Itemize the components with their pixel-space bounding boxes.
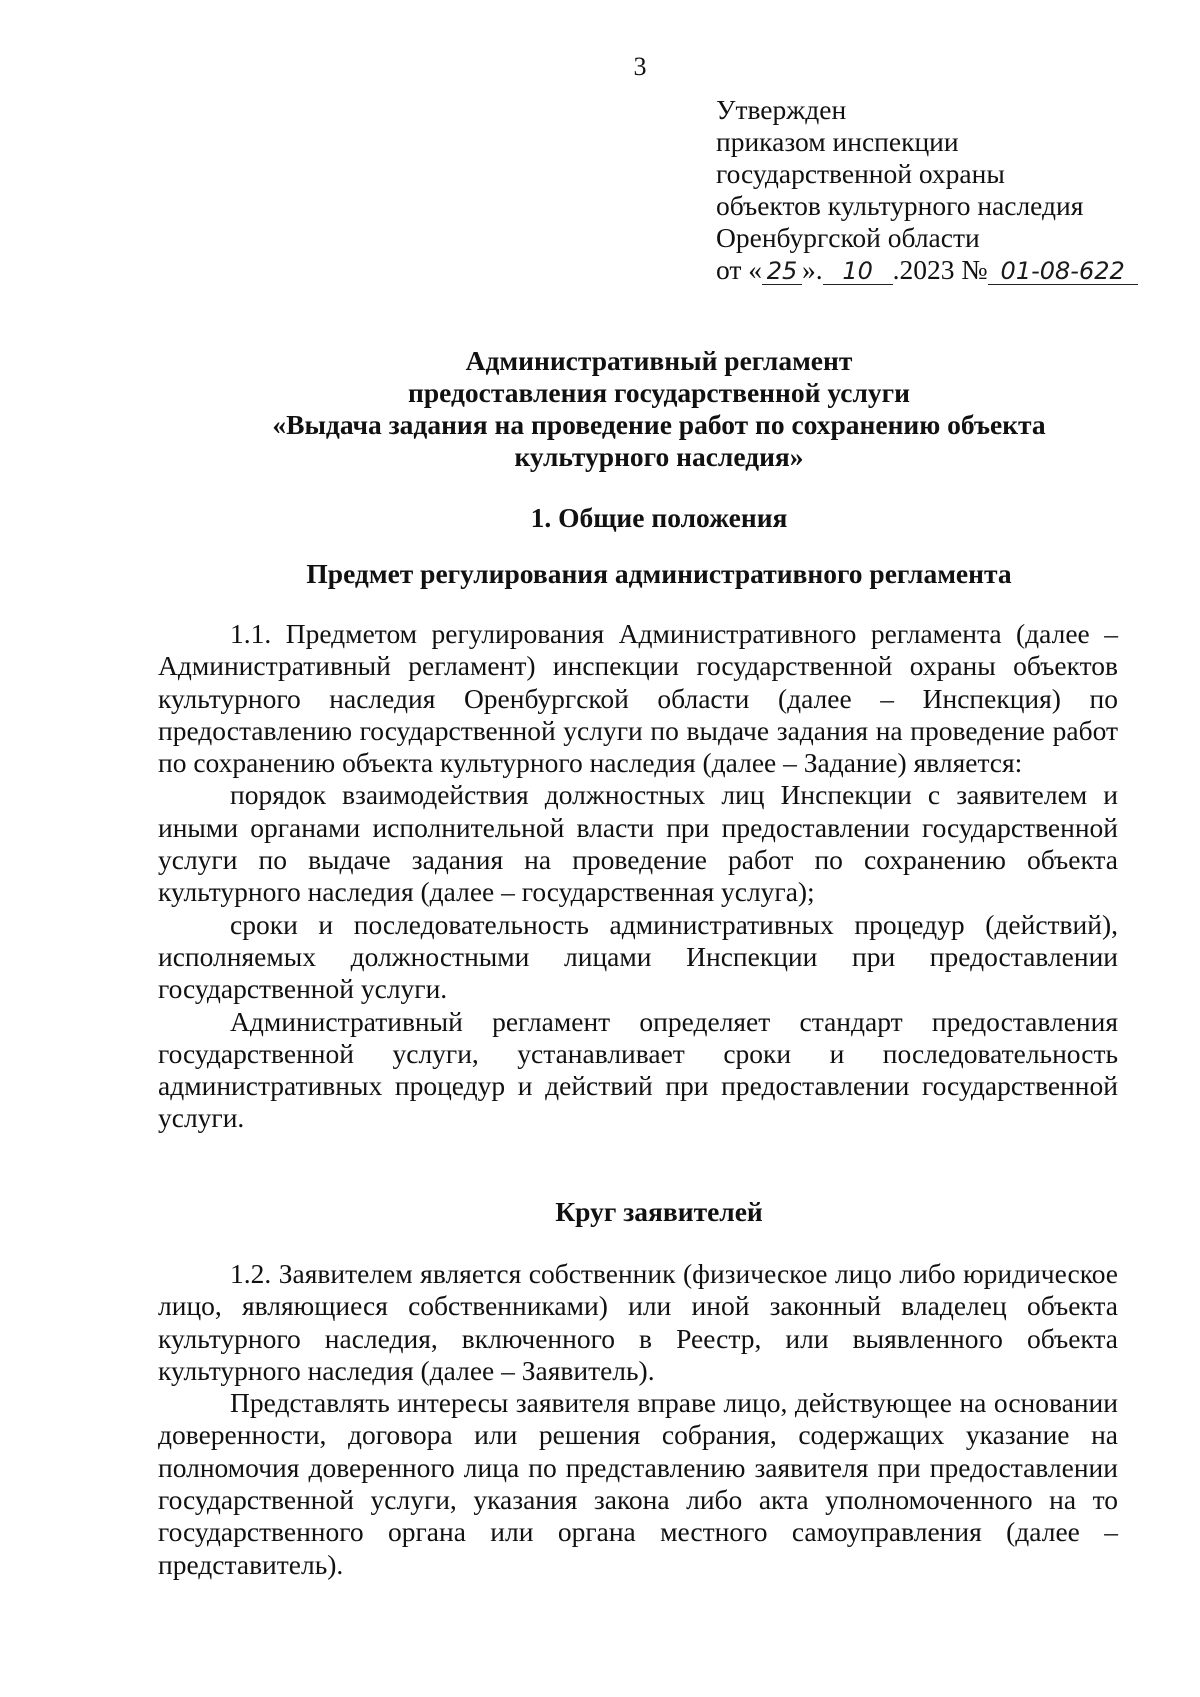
date-mid: ».: [802, 254, 823, 285]
date-year: .2023 №: [892, 254, 988, 285]
section-heading: 1. Общие положения: [530, 502, 788, 533]
approval-date-line: [716, 254, 1138, 286]
paragraph: сроки и последовательность административных процедур (действий), исполняемых должностными лицами Инспекции при предоставлении государственной услуги.: [158, 908, 1118, 1005]
handwritten-day: 25: [762, 258, 802, 285]
applicants-paragraphs: [158, 1258, 1118, 1581]
date-prefix: от «: [716, 254, 763, 285]
title-line: предоставления государственной услуги: [408, 377, 910, 408]
paragraph: 1.1. Предметом регулирования Административного регламента (далее – Административный регламент) инспекции государственной охраны объектов культурного наследия Оренбургской области (далее – Инспекция) по предоставлению государственной услуги по выдаче задания на проведение работ по сохранению объекта культурного наследия (далее – Задание) является:: [158, 618, 1118, 779]
subsection-heading: Предмет регулирования административного регламента: [306, 558, 1012, 589]
subject-paragraphs: [158, 618, 1118, 1135]
approval-line: приказом инспекции: [716, 126, 959, 157]
approval-line: объектов культурного наследия: [716, 190, 1084, 221]
paragraph: 1.2. Заявителем является собственник (физическое лицо либо юридическое лицо, являющиеся собственниками) или иной законный владелец объекта культурного наследия, включенного в Реестр, или выявленного объекта культурного наследия (далее – Заявитель).: [158, 1258, 1118, 1386]
subsection-heading: Круг заявителей: [555, 1196, 763, 1227]
paragraph: Представлять интересы заявителя вправе лицо, действующее на основании доверенности, договора или решения собрания, содержащих указание на полномочия доверенного лица по представлению заявителя при предоставлении государственной услуги, указания закона либо акта уполномоченного на то государственного органа или органа местного самоуправления (далее – представитель).: [158, 1387, 1118, 1580]
paragraph: порядок взаимодействия должностных лиц Инспекции с заявителем и иными органами исполнительной власти при предоставлении государственной услуги по выдаче задания на проведение работ по сохранению объекта культурного наследия (далее – государственная услуга);: [158, 779, 1118, 908]
approval-line: Утвержден: [716, 94, 847, 125]
handwritten-order-number: 01-08-622: [988, 258, 1138, 285]
page-number: 3: [633, 52, 647, 81]
document-title: [0, 345, 1200, 473]
title-line: Административный регламент: [465, 345, 853, 376]
title-line: культурного наследия»: [514, 441, 804, 472]
approval-block: [716, 94, 1138, 286]
approval-line: Оренбургской области: [716, 222, 980, 253]
approval-line: государственной охраны: [716, 158, 1005, 189]
paragraph: Административный регламент определяет стандарт предоставления государственной услуги, устанавливает сроки и последовательность административных процедур и действий при предоставлении государственной услуги.: [158, 1005, 1118, 1134]
title-line: «Выдача задания на проведение работ по сохранению объекта: [272, 409, 1046, 440]
handwritten-month: 10: [823, 258, 893, 285]
